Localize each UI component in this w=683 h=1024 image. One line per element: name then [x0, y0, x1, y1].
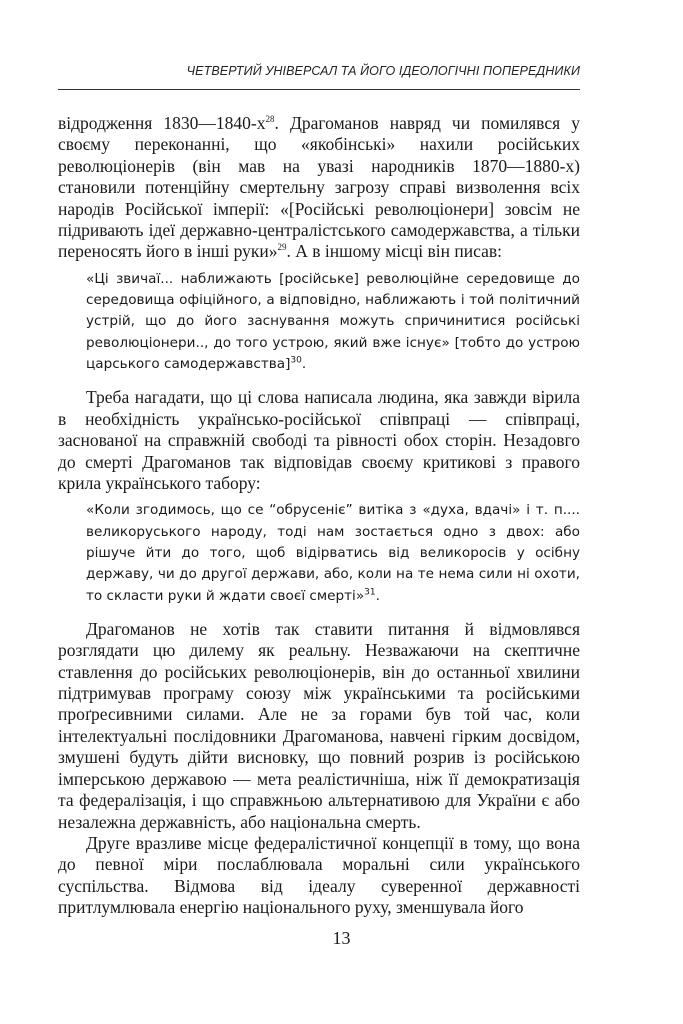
page-number: 13 [332, 928, 351, 948]
block-quote-1-text: «Ці звичаї... наближають [російське] революційне середовище до середовища офіційного, а відповідно, наближають і той політичний устрій, що до його заснування можуть спричинитися російські революціонери.., до того устрою, який вже існує» [тобто до устрою царського самодержавства] [86, 270, 580, 373]
block-quote-2-text: «Коли згодимось, що се “обрусеніє” витіка з «духа, вдачі» і т. п.... великоруського народу, тоді нам зостається одно з двох: або рішуче йти до того, щоб відірватись від великоросів у осібну державу, чи до другої держави, або, коли на те нема сили ні охоти, то скласти руки й ждати своєї смерті» [86, 502, 580, 604]
footnote-ref-28[interactable]: 28 [265, 114, 275, 125]
paragraph-3: Драгоманов не хотів так ставити питання й відмовлявся розглядати цю дилему як реальну. Незважаючи на скептичне ставлення до російських революціонерів, він до останньої хвилини підтримував програму союзу між українськими та російськими проґресивними силами. Але не за горами був той час, коли інтелектуальні послідовники Драгоманова, навчені гірким досвідом, змушені будуть дійти висновку, що повний розрив із російською імперською державою — мета реалістичніша, ніж її демократизація та федералізація, і що справжньою альтернативою для України є або незалежна державність, або національна смерть. [58, 618, 580, 832]
block-quote-1-end: . [301, 356, 307, 373]
paragraph-1-text-b: . Драгоманов навряд чи помилявся у своєму переконанні, що «якобінські» нахили російських революціонерів (він мав на увазі народників 1870—1880-х) становили потенційну смертельну загрозу справі визволення всіх народів Російської імперії: «[Російські революціонери] зовсім не підривають ідеї державно-централістського самодержавства, а тільки переносять його в інші руки» [58, 113, 580, 262]
footnote-ref-30[interactable]: 30 [290, 355, 302, 366]
footnote-ref-29[interactable]: 29 [277, 242, 287, 253]
paragraph-1-text-a: відродження 1830—1840-х [58, 113, 266, 133]
paragraph-1 [58, 113, 580, 263]
block-quote-2-end: . [375, 587, 380, 604]
block-quote-1 [86, 269, 580, 375]
body-text [58, 113, 580, 919]
paragraph-1-text-c: . А в іншому місці він писав: [286, 241, 502, 262]
block-quote-2 [86, 500, 580, 606]
running-header: ЧЕТВЕРТИЙ УНІВЕРСАЛ ТА ЙОГО ІДЕОЛОГІЧНІ ПОПЕРЕДНИКИ [186, 64, 580, 78]
header-rule [58, 89, 580, 90]
paragraph-2: Треба нагадати, що ці слова написала людина, яка завжди вірила в необхідність українсько-російської співпраці — співпраці, заснованої на справжній свободі та рівності обох сторін. Незадовго до смерті Драгоманов так відповідав своєму критикові з правого крила українського табору: [58, 387, 580, 493]
footnote-ref-31[interactable]: 31 [364, 587, 376, 598]
paragraph-4: Друге вразливе місце федералістичної концепції в тому, що вона до певної міри послаблювала моральні сили українського суспільства. Відмова від ідеалу суверенної державності притлумлювала енергію національного руху, зменшувала його [58, 832, 580, 918]
